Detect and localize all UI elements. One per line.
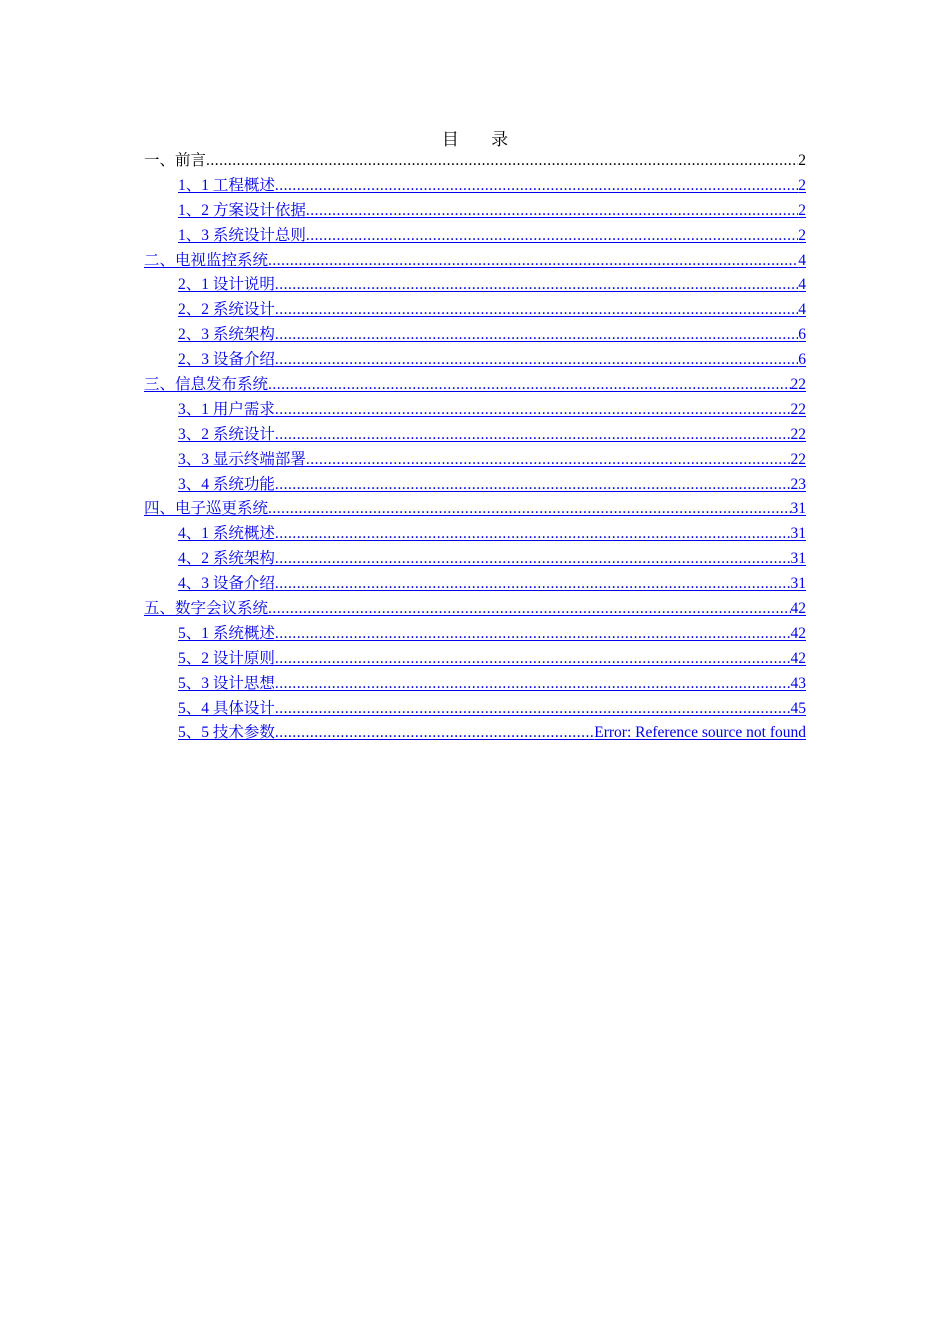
toc-entry-label: 4、2 系统架构	[178, 550, 275, 568]
toc-entry-page-number: 42	[790, 600, 806, 618]
toc-entry[interactable]	[144, 273, 806, 298]
toc-entry[interactable]	[144, 547, 806, 572]
toc-dot-leader	[275, 348, 798, 373]
toc-entry[interactable]	[144, 323, 806, 348]
toc-entry[interactable]	[144, 224, 806, 249]
toc-entry-label: 三、信息发布系统	[144, 376, 269, 394]
toc-dot-leader	[275, 473, 791, 498]
toc-dot-leader	[275, 697, 791, 722]
toc-entry-label: 二、电视监控系统	[144, 251, 269, 269]
table-of-contents	[144, 149, 806, 746]
toc-entry-page-number: 22	[790, 400, 806, 418]
toc-entry[interactable]	[144, 199, 806, 224]
toc-entry[interactable]	[144, 448, 806, 473]
toc-dot-leader	[268, 597, 790, 622]
toc-entry-page-number: 2	[798, 176, 806, 194]
toc-entry-page-number: 22	[790, 376, 806, 394]
toc-entry-label: 1、3 系统设计总则	[178, 226, 306, 244]
toc-dot-leader	[275, 647, 791, 672]
toc-entry-label: 四、电子巡更系统	[144, 500, 269, 518]
toc-entry-label: 2、3 设备介绍	[178, 351, 275, 369]
toc-dot-leader	[275, 522, 791, 547]
toc-dot-leader	[275, 398, 791, 423]
toc-entry-label: 2、3 系统架构	[178, 326, 275, 344]
toc-entry-page-number: 6	[798, 326, 806, 344]
toc-entry-label: 2、1 设计说明	[178, 276, 275, 294]
toc-entry[interactable]	[144, 249, 806, 274]
toc-entry-page-number: 23	[790, 475, 806, 493]
toc-entry-page-number: 4	[798, 251, 806, 269]
toc-entry[interactable]	[144, 622, 806, 647]
toc-dot-leader	[268, 373, 790, 398]
toc-entry-page-number: 42	[790, 649, 806, 667]
toc-dot-leader	[268, 249, 798, 274]
toc-dot-leader	[275, 273, 798, 298]
toc-entry-page-number: 43	[790, 674, 806, 692]
toc-entry-page-number: 2	[798, 226, 806, 244]
toc-entry[interactable]	[144, 373, 806, 398]
toc-title: 目 录	[441, 130, 523, 149]
toc-dot-leader	[306, 224, 798, 249]
toc-dot-leader	[306, 448, 791, 473]
toc-entry-label: 5、5 技术参数	[178, 724, 275, 742]
toc-entry-page-number: 6	[798, 351, 806, 369]
toc-entry-label: 5、3 设计思想	[178, 674, 275, 692]
toc-entry[interactable]	[144, 572, 806, 597]
toc-dot-leader	[275, 547, 791, 572]
toc-entry-label: 1、1 工程概述	[178, 176, 275, 194]
toc-entry-page-number: 2	[798, 201, 806, 219]
toc-dot-leader	[275, 622, 791, 647]
toc-entry-label: 5、1 系统概述	[178, 624, 275, 642]
toc-dot-leader	[268, 497, 790, 522]
toc-entry[interactable]	[144, 597, 806, 622]
toc-entry-page-number: 4	[798, 301, 806, 319]
toc-dot-leader	[275, 572, 791, 597]
toc-dot-leader	[275, 174, 798, 199]
toc-entry-page-number: 45	[790, 699, 806, 717]
toc-entry-label: 1、2 方案设计依据	[178, 201, 306, 219]
toc-entry-page-number: 22	[790, 450, 806, 468]
toc-entry-label: 3、3 显示终端部署	[178, 450, 306, 468]
toc-entry-page-number: 22	[790, 425, 806, 443]
toc-dot-leader	[275, 323, 798, 348]
toc-entry-label: 一、前言	[144, 152, 207, 169]
toc-entry[interactable]	[144, 672, 806, 697]
toc-entry[interactable]	[144, 298, 806, 323]
toc-entry-page-number: 31	[790, 550, 806, 568]
toc-entry[interactable]	[144, 398, 806, 423]
toc-dot-leader	[206, 149, 798, 174]
toc-entry	[144, 149, 806, 174]
toc-entry-page-number: 2	[798, 152, 806, 169]
toc-entry[interactable]	[144, 697, 806, 722]
toc-entry-label: 3、1 用户需求	[178, 400, 275, 418]
toc-entry-page-number: 31	[790, 575, 806, 593]
toc-entry-page-number: Error: Reference source not found	[594, 724, 806, 742]
toc-dot-leader	[275, 298, 798, 323]
toc-dot-leader	[306, 199, 798, 224]
toc-entry[interactable]	[144, 522, 806, 547]
toc-entry-label: 五、数字会议系统	[144, 600, 269, 618]
toc-entry-label: 3、4 系统功能	[178, 475, 275, 493]
toc-entry[interactable]	[144, 348, 806, 373]
toc-entry-page-number: 31	[790, 525, 806, 543]
toc-entry-page-number: 42	[790, 624, 806, 642]
toc-entry-label: 5、2 设计原则	[178, 649, 275, 667]
toc-dot-leader	[275, 672, 791, 697]
toc-entry[interactable]	[144, 473, 806, 498]
toc-entry-label: 5、4 具体设计	[178, 699, 275, 717]
toc-entry[interactable]	[144, 647, 806, 672]
toc-entry[interactable]	[144, 721, 806, 746]
toc-entry[interactable]	[144, 423, 806, 448]
toc-entry-page-number: 31	[790, 500, 806, 518]
toc-entry-label: 2、2 系统设计	[178, 301, 275, 319]
toc-dot-leader	[275, 721, 594, 746]
toc-dot-leader	[275, 423, 791, 448]
toc-entry[interactable]	[144, 174, 806, 199]
toc-entry-page-number: 4	[798, 276, 806, 294]
toc-entry[interactable]	[144, 497, 806, 522]
toc-entry-label: 4、3 设备介绍	[178, 575, 275, 593]
toc-entry-label: 3、2 系统设计	[178, 425, 275, 443]
toc-entry-label: 4、1 系统概述	[178, 525, 275, 543]
